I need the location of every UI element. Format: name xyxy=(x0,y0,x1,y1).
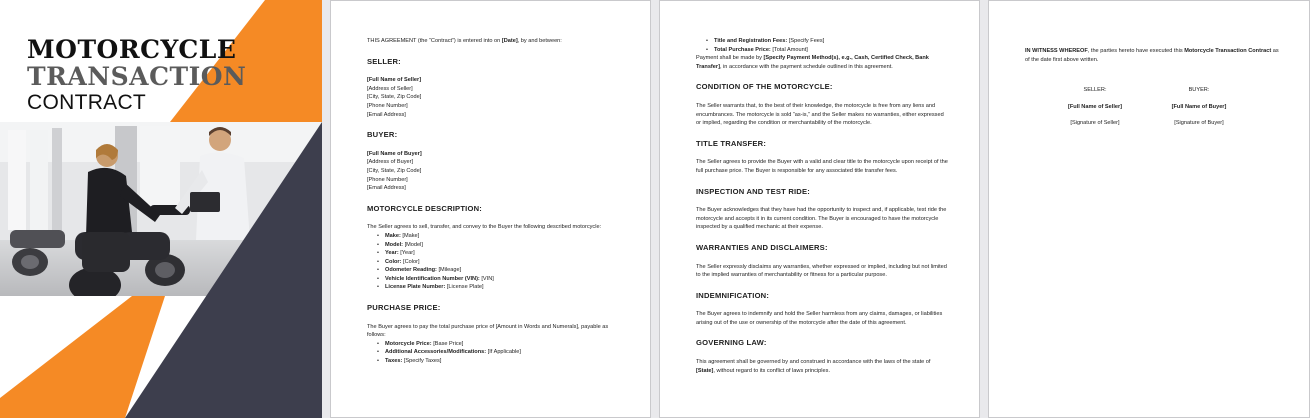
page-2-content xyxy=(367,37,620,366)
seller-signature-column xyxy=(1045,86,1145,136)
governing-law-paragraph: This agreement shall be governed by and construed in accordance with the laws of the state of [State], without regard to its conflict of laws principles. xyxy=(696,359,931,374)
payment-paragraph: Payment shall be made by [Specify Payment Method(s), e.g., Cash, Certified Check, Bank Transfer], in accordance with the payment schedule outlined in this agreement. xyxy=(696,55,929,70)
list-item: • Vehicle Identification Number (VIN): [VIN] xyxy=(377,275,620,284)
list-item: • Additional Accessories/Modifications: [If Applicable] xyxy=(377,348,620,357)
warranties-paragraph: The Seller expressly disclaims any warranties, whether expressed or implied, including but not limited to the implied warranties of merchantability or fitness for a particular purpose. xyxy=(696,263,947,279)
list-item: • Color: [Color] xyxy=(377,258,620,267)
condition-paragraph: The Seller warrants that, to the best of their knowledge, the motorcycle is free from any liens and encumbrances. The motorcycle is sold “as-is,” and the Seller makes no warranties, either expressed or implied, regarding the condition or merchantability of the motorcycle. xyxy=(696,102,944,127)
inspection-heading: INSPECTION AND TEST RIDE: xyxy=(696,186,810,196)
list-item: • Total Purchase Price: [Total Amount] xyxy=(706,46,949,55)
description-list xyxy=(367,232,620,292)
witness-paragraph: IN WITNESS WHEREOF, the parties hereto have executed this Motorcycle Transaction Contract as of the date first above written. xyxy=(1025,48,1279,63)
list-item: • Motorcycle Price: [Base Price] xyxy=(377,340,620,349)
intro-paragraph: THIS AGREEMENT (the “Contract”) is entered into on [Date], by and between: xyxy=(367,38,562,44)
description-intro: The Seller agrees to sell, transfer, and convey to the Buyer the following described motorcycle: xyxy=(367,224,602,231)
buyer-heading: BUYER: xyxy=(367,130,398,140)
buyer-signature: [Signature of Buyer] xyxy=(1174,120,1224,127)
price-intro: The Buyer agrees to pay the total purchase price of [Amount in Words and Numerals], payable as follows: xyxy=(367,323,609,339)
contract-page-2 xyxy=(330,0,651,418)
seller-name: [Full Name of Seller] xyxy=(1067,103,1123,110)
inspection-paragraph: The Buyer acknowledges that they have had the opportunity to inspect and, if applicable, test ride the motorcycle and accepts it in its current condition. The Buyer is encouraged to have the motorcycle inspected by a qualified mechanic at their expense. xyxy=(696,207,947,231)
price-list xyxy=(367,340,620,366)
contract-page-3 xyxy=(659,0,980,418)
list-item: • License Plate Number: [License Plate] xyxy=(377,283,620,292)
cover-title xyxy=(27,36,317,116)
indemnification-heading: INDEMNIFICATION: xyxy=(696,290,770,300)
title-line-motorcycle: MOTORCYCLE xyxy=(27,35,237,64)
list-item: • Title and Registration Fees: [Specify Fees] xyxy=(706,37,949,46)
list-item: • Model: [Model] xyxy=(377,241,620,250)
buyer-block: [Full Name of Buyer] [Address of Buyer] [City, State, Zip Code] [Phone Number] [Email Address] xyxy=(367,150,422,192)
seller-block: [Full Name of Seller] [Address of Seller] [City, State, Zip Code] [Phone Number] [Email Address] xyxy=(367,77,422,118)
title-transfer-paragraph: The Seller agrees to provide the Buyer with a valid and clear title to the motorcycle upon receipt of the full purchase price. The Buyer is responsible for any associated title transfer fees. xyxy=(696,159,948,174)
warranties-heading: WARRANTIES AND DISCLAIMERS: xyxy=(696,242,828,252)
title-line-contract: CONTRACT xyxy=(27,91,147,114)
description-heading: MOTORCYCLE DESCRIPTION: xyxy=(367,203,482,213)
signature-block xyxy=(1025,86,1279,136)
list-item: • Taxes: [Specify Taxes] xyxy=(377,357,620,366)
list-item: • Make: [Make] xyxy=(377,232,620,241)
buyer-label: BUYER: xyxy=(1188,87,1210,94)
page-3-content xyxy=(696,37,949,375)
contract-page-4 xyxy=(988,0,1310,418)
seller-heading: SELLER: xyxy=(367,56,401,66)
indemnification-paragraph: The Buyer agrees to indemnify and hold the Seller harmless from any claims, damages, or liabilities arising out of the use or ownership of the motorcycle after the date of this agreement. xyxy=(696,311,943,326)
seller-label: SELLER: xyxy=(1083,87,1107,94)
price-list-continued xyxy=(696,37,949,54)
page-4-content xyxy=(1025,47,1279,136)
condition-heading: CONDITION OF THE MOTORCYCLE: xyxy=(696,82,833,92)
governing-law-heading: GOVERNING LAW: xyxy=(696,338,767,348)
title-transfer-heading: TITLE TRANSFER: xyxy=(696,138,767,148)
list-item: • Year: [Year] xyxy=(377,249,620,258)
cover-page xyxy=(0,0,322,418)
buyer-signature-column xyxy=(1149,86,1249,136)
seller-signature: [Signature of Seller] xyxy=(1070,120,1120,127)
list-item: • Odometer Reading: [Mileage] xyxy=(377,266,620,275)
title-line-transaction: TRANSACTION xyxy=(27,62,247,91)
price-heading: PURCHASE PRICE: xyxy=(367,303,441,313)
buyer-name: [Full Name of Buyer] xyxy=(1171,103,1227,110)
